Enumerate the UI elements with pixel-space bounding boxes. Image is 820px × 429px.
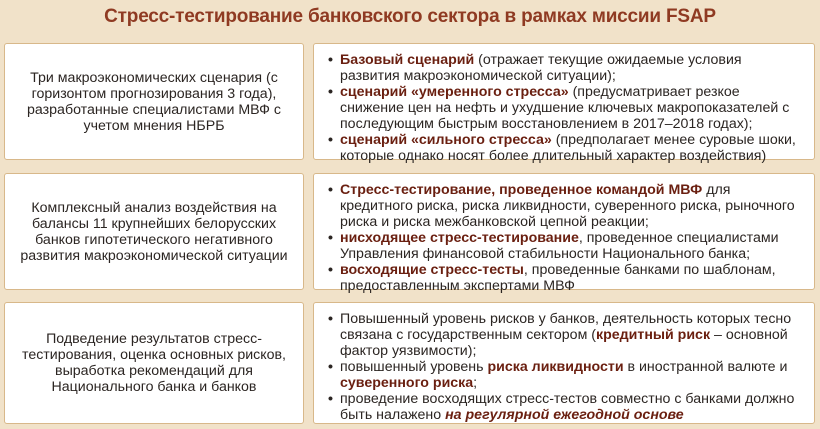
item-text: повышенный уровень (340, 359, 488, 375)
item-text: в иностранной валюте и (623, 359, 788, 375)
row3-left-text: Подведение результатов стресс-тестирования, оценка основных рисков, выработка рекомендаций для Национального банка и банков (21, 331, 286, 395)
item-emphasis: кредитный риск (595, 327, 711, 343)
item-emphasis: суверенного риска (340, 375, 474, 391)
item-emphasis: нисходящее стресс-тестирование (340, 230, 579, 246)
item-text: (предусматривает резкое снижение цен на нефть и ухудшение ключевых макропоказателей с последующим быстрым восстановлением в 2017–2018 годах); (340, 84, 790, 132)
item-emphasis: Стресс-тестирование, проведенное командой МВФ (340, 182, 703, 198)
list-item: • сценарий «умеренного стресса» (предусматривает резкое снижение цен на нефть и ухудшение ключевых макропоказателей с последующим быстрым восстановлением в 2017–2018 годах); (328, 84, 790, 132)
item-text: ; (473, 375, 478, 391)
row3-left-box (4, 302, 304, 424)
row3-list (328, 311, 804, 423)
item-emphasis: Базовый сценарий (340, 52, 475, 68)
item-text: Повышенный уровень рисков у банков, деятельность которых тесно связана с государственным сектором ( (340, 311, 792, 343)
row1-left-text: Три макроэкономических сценария (с горизонтом прогнозирования 3 года), разработанные специалистами МВФ с учетом мнения НБРБ (27, 69, 281, 134)
row3-right-box (313, 302, 815, 424)
item-text: , проведенное специалистами Управления финансовой стабильности Национального банка; (340, 230, 779, 262)
row2-left-box (4, 173, 304, 290)
item-text: , проведенные банками по шаблонам, предоставленным экспертами МВФ (340, 262, 776, 294)
list-item: • восходящие стресс-тесты, проведенные банками по шаблонам, предоставленным экспертами МВФ (328, 262, 776, 294)
item-text: – основной фактор уязвимости); (340, 327, 788, 359)
list-item: • сценарий «сильного стресса» (предполагает менее суровые шоки, которые однако носят более длительный характер воздействия) (328, 132, 796, 164)
list-item: • повышенный уровень риска ликвидности в иностранной валюте и суверенного риска; (328, 359, 788, 391)
row1-list (328, 52, 804, 164)
item-emphasis: сценарий «умеренного стресса» (340, 84, 569, 100)
row1-right-box (313, 43, 815, 164)
list-item: • проведение восходящих стресс-тестов совместно с банками должно быть налажено на регулярной ежегодной основе (328, 391, 795, 423)
item-text: для кредитного риска, риска ликвидности, суверенного риска, рыночного риска и риска межбанковской цепной реакции; (340, 182, 795, 230)
item-emphasis: восходящие стресс-тесты (340, 262, 524, 278)
list-item: • нисходящее стресс-тестирование, проведенное специалистами Управления финансовой стабильности Национального банка; (328, 230, 779, 262)
row2-right-box (313, 173, 815, 294)
row2-left-text: Комплексный анализ воздействия на балансы 11 крупнейших белорусских банков гипотетического негативного развития макроэкономической ситуации (20, 199, 288, 264)
page-title: Стресс-тестирование банковского сектора в рамках миссии FSAP (104, 6, 716, 27)
list-item: • Базовый сценарий (отражает текущие ожидаемые условия развития макроэкономической ситуации); (328, 52, 742, 84)
item-text: (отражает текущие ожидаемые условия развития макроэкономической ситуации); (340, 52, 742, 84)
list-item: • Повышенный уровень рисков у банков, деятельность которых тесно связана с государственным сектором (кредитный риск – основной фактор уязвимости); (328, 311, 792, 359)
item-emphasis: на регулярной ежегодной основе (445, 407, 684, 423)
list-item: • Стресс-тестирование, проведенное командой МВФ для кредитного риска, риска ликвидности, суверенного риска, рыночного риска и риска межбанковской цепной реакции; (328, 182, 795, 230)
item-text: проведение восходящих стресс-тестов совместно с банками должно быть налажено (340, 391, 795, 423)
item-emphasis: риска ликвидности (487, 359, 624, 375)
row1-left-box (4, 43, 304, 160)
item-emphasis: сценарий «сильного стресса» (340, 132, 552, 148)
item-text: (предполагает менее суровые шоки, которые однако носят более длительный характер воздействия) (340, 132, 796, 164)
row2-list (328, 182, 804, 294)
